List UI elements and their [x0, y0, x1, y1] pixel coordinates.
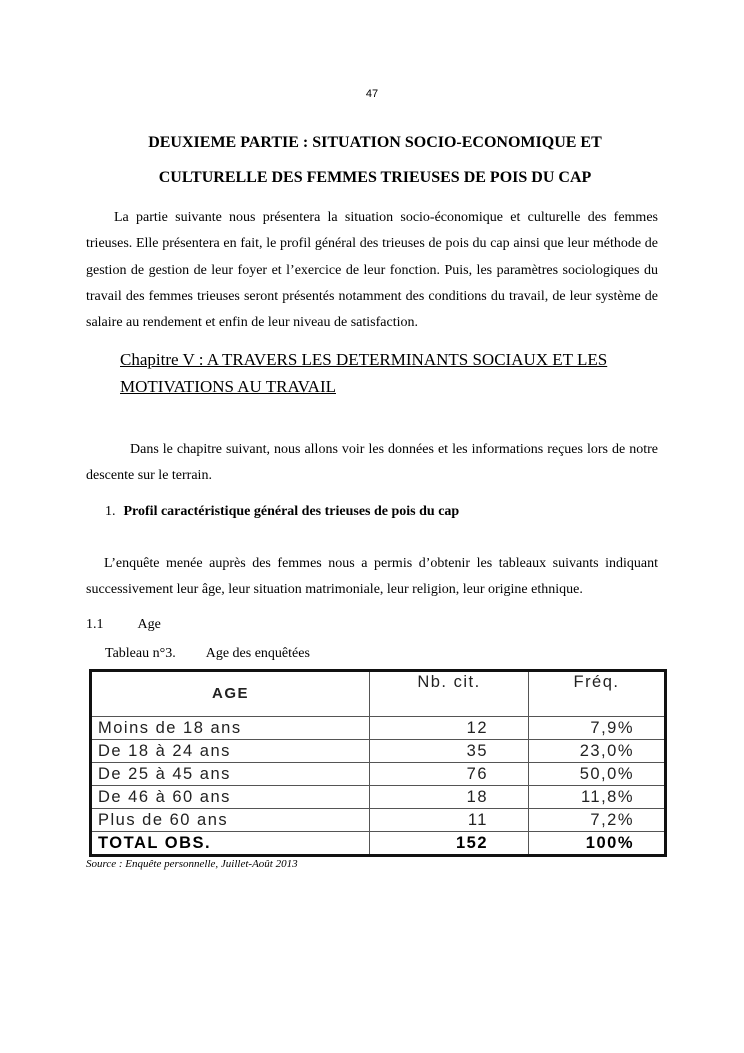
- intro-paragraph: La partie suivante nous présentera la situation socio-économique et culturelle des femmes trieuses. Elle présentera en fait, le profil général des trieuses de pois du cap ainsi que leur méthode de gestion de gestion de leur foyer et l’exercice de leur fonction. Puis, les paramètres sociologiques du travail des femmes trieuses seront présentés notamment des conditions du travail, de leur système de salaire au rendement et enfin de leur niveau de satisfaction.: [86, 210, 658, 331]
- section-paragraph: L’enquête menée auprès des femmes nous a permis d’obtenir les tableaux suivants indiquant successivement leur âge, leur situation matrimoniale, leur religion, leur origine ethnique.: [86, 556, 658, 598]
- chapter-heading: [120, 346, 660, 400]
- age-cell: De 46 à 60 ans: [91, 786, 370, 809]
- table-row: [91, 740, 666, 763]
- frequency-cell: 7,9%: [529, 717, 666, 740]
- header-frequency: Fréq.: [529, 671, 666, 717]
- part-title-line2: CULTURELLE DES FEMMES TRIEUSES DE POIS DU CAP: [158, 169, 592, 186]
- table-header-row: [91, 671, 666, 717]
- part-title-line1: DEUXIEME PARTIE : SITUATION SOCIO-ECONOMIQUE ET: [148, 134, 602, 151]
- header-age: AGE: [91, 671, 370, 717]
- subsection-heading: [86, 617, 161, 633]
- table-row: [91, 763, 666, 786]
- table-row: [91, 809, 666, 832]
- chapter-heading-line2: MOTIVATIONS AU TRAVAIL: [120, 377, 336, 396]
- age-cell: De 25 à 45 ans: [91, 763, 370, 786]
- subsection-number: 1.1: [86, 617, 104, 632]
- section-label: Profil caractéristique général des trieuses de pois du cap: [123, 504, 460, 519]
- table-caption: [105, 646, 310, 662]
- frequency-cell: 50,0%: [529, 763, 666, 786]
- page-number: 47: [365, 88, 379, 100]
- total-count: 152: [370, 832, 529, 856]
- age-cell: De 18 à 24 ans: [91, 740, 370, 763]
- count-cell: 12: [370, 717, 529, 740]
- frequency-cell: 11,8%: [529, 786, 666, 809]
- part-title: [80, 125, 670, 195]
- count-cell: 11: [370, 809, 529, 832]
- table-number: Tableau n°3.: [105, 646, 176, 661]
- section-number: 1.: [105, 504, 116, 519]
- table-row: [91, 717, 666, 740]
- table-row: [91, 786, 666, 809]
- table-total-row: [91, 832, 666, 856]
- total-label: TOTAL OBS.: [91, 832, 370, 856]
- frequency-cell: 7,2%: [529, 809, 666, 832]
- table-source: Source : Enquête personnelle, Juillet-Août 2013: [86, 858, 298, 870]
- age-cell: Plus de 60 ans: [91, 809, 370, 832]
- section-heading: [105, 504, 459, 520]
- total-frequency: 100%: [529, 832, 666, 856]
- count-cell: 35: [370, 740, 529, 763]
- chapter-paragraph: Dans le chapitre suivant, nous allons voir les données et les informations reçues lors de notre descente sur le terrain.: [86, 442, 658, 484]
- header-count: Nb. cit.: [370, 671, 529, 717]
- count-cell: 18: [370, 786, 529, 809]
- chapter-heading-line1: Chapitre V : A TRAVERS LES DETERMINANTS SOCIAUX ET LES: [120, 350, 608, 369]
- count-cell: 76: [370, 763, 529, 786]
- age-cell: Moins de 18 ans: [91, 717, 370, 740]
- table-title: Age des enquêtées: [205, 646, 310, 661]
- age-table: [89, 669, 667, 857]
- frequency-cell: 23,0%: [529, 740, 666, 763]
- subsection-label: Age: [137, 617, 161, 632]
